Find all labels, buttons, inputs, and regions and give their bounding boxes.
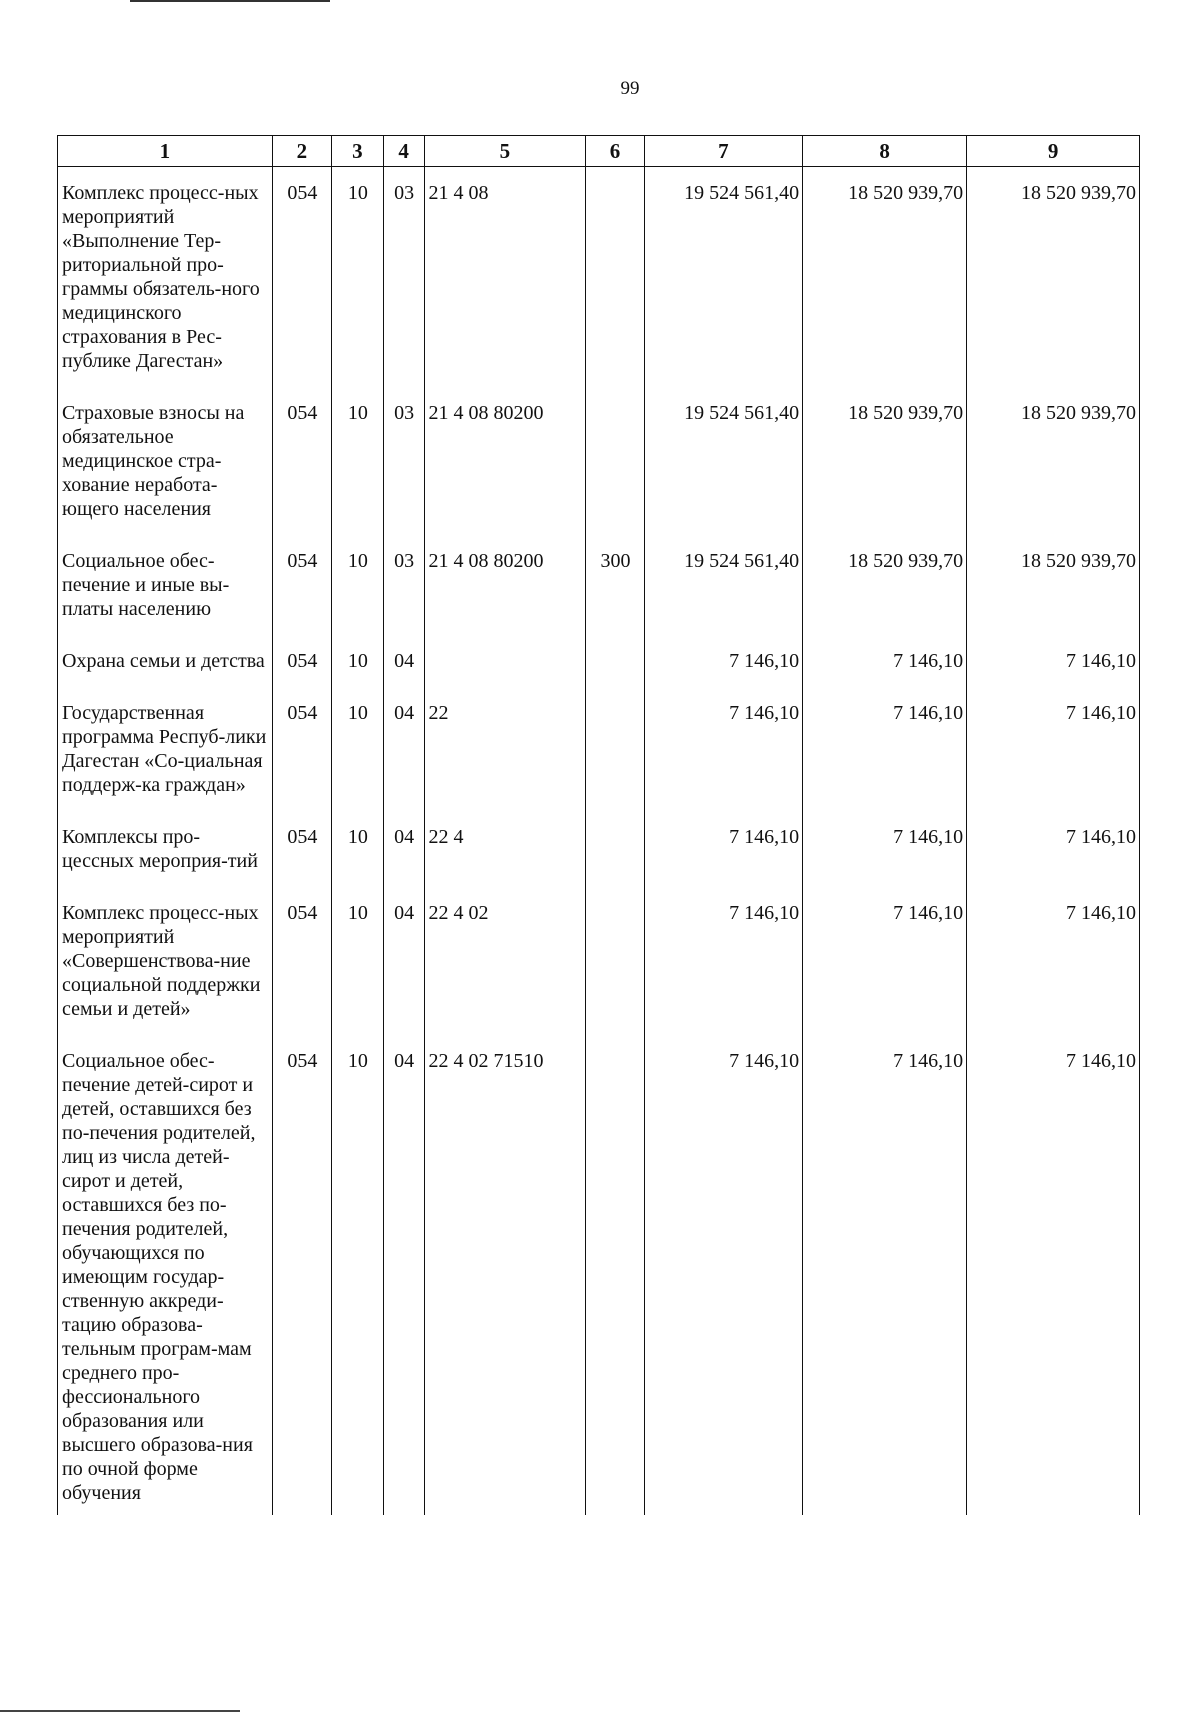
row-name: Социальное обес-печение детей-сирот и детей, оставшихся без по-печения родителей, лиц из числа детей-сирот и детей, оставшихся без по-печения родителей, обучающихся по имеющим государ-ственную аккреди-тацию образова-тельным програм-мам среднего про-фессионального образования или высшего образова-ния по очной форме обучения <box>58 1035 273 1515</box>
row-name: Комплекс процесс-ных мероприятий «Выполнение Тер-риториальной про-граммы обязатель-ного медицинского страхования в Рес-публике Дагестан» <box>58 167 273 388</box>
cell-expense-type <box>586 635 644 687</box>
cell-ministry-code: 054 <box>272 635 331 687</box>
header-cell: 1 <box>58 136 273 167</box>
cell-amount-col7: 7 146,10 <box>644 811 803 887</box>
cell-amount-col8: 7 146,10 <box>803 635 967 687</box>
cell-amount-col7: 7 146,10 <box>644 887 803 1035</box>
cell-subsection: 03 <box>383 167 424 388</box>
cell-ministry-code: 054 <box>272 811 331 887</box>
cell-target-article <box>424 635 586 687</box>
row-name: Комплекс процесс-ных мероприятий «Совершенствова-ние социальной поддержки семьи и детей» <box>58 887 273 1035</box>
cell-amount-col9: 18 520 939,70 <box>967 535 1140 635</box>
cell-amount-col8: 7 146,10 <box>803 1035 967 1515</box>
cell-amount-col8: 7 146,10 <box>803 687 967 811</box>
cell-target-article: 22 4 <box>424 811 586 887</box>
cell-subsection: 04 <box>383 635 424 687</box>
header-cell: 4 <box>383 136 424 167</box>
cell-amount-col8: 18 520 939,70 <box>803 167 967 388</box>
cell-target-article: 22 4 02 71510 <box>424 1035 586 1515</box>
cell-section: 10 <box>332 635 384 687</box>
table-row <box>58 687 1140 811</box>
cell-subsection: 03 <box>383 387 424 535</box>
cell-section: 10 <box>332 687 384 811</box>
cell-amount-col9: 7 146,10 <box>967 635 1140 687</box>
table-row <box>58 635 1140 687</box>
cell-expense-type <box>586 687 644 811</box>
cell-amount-col8: 18 520 939,70 <box>803 387 967 535</box>
table-row <box>58 535 1140 635</box>
cell-amount-col7: 7 146,10 <box>644 687 803 811</box>
cell-expense-type <box>586 167 644 388</box>
row-name: Охрана семьи и детства <box>58 635 273 687</box>
cell-section: 10 <box>332 535 384 635</box>
cell-expense-type: 300 <box>586 535 644 635</box>
cell-amount-col9: 7 146,10 <box>967 687 1140 811</box>
row-name: Комплексы про-цессных мероприя-тий <box>58 811 273 887</box>
cell-amount-col7: 19 524 561,40 <box>644 535 803 635</box>
table-row <box>58 887 1140 1035</box>
cell-section: 10 <box>332 887 384 1035</box>
cell-amount-col7: 7 146,10 <box>644 635 803 687</box>
cell-subsection: 03 <box>383 535 424 635</box>
cell-section: 10 <box>332 387 384 535</box>
cell-section: 10 <box>332 167 384 388</box>
cell-target-article: 22 4 02 <box>424 887 586 1035</box>
cell-amount-col8: 7 146,10 <box>803 887 967 1035</box>
cell-amount-col8: 18 520 939,70 <box>803 535 967 635</box>
cell-target-article: 21 4 08 80200 <box>424 387 586 535</box>
cell-ministry-code: 054 <box>272 887 331 1035</box>
header-cell: 3 <box>332 136 384 167</box>
header-cell: 7 <box>644 136 803 167</box>
budget-table <box>57 135 1140 1515</box>
cell-expense-type <box>586 811 644 887</box>
cell-amount-col7: 19 524 561,40 <box>644 387 803 535</box>
header-cell: 8 <box>803 136 967 167</box>
cell-subsection: 04 <box>383 1035 424 1515</box>
cell-subsection: 04 <box>383 811 424 887</box>
cell-expense-type <box>586 887 644 1035</box>
cell-amount-col8: 7 146,10 <box>803 811 967 887</box>
row-name: Социальное обес-печение и иные вы-платы населению <box>58 535 273 635</box>
cell-amount-col7: 7 146,10 <box>644 1035 803 1515</box>
scan-artifact-top-line <box>130 0 330 2</box>
cell-section: 10 <box>332 1035 384 1515</box>
cell-ministry-code: 054 <box>272 1035 331 1515</box>
page-number: 99 <box>620 78 640 99</box>
header-cell: 9 <box>967 136 1140 167</box>
cell-expense-type <box>586 387 644 535</box>
cell-amount-col9: 18 520 939,70 <box>967 167 1140 388</box>
cell-amount-col7: 19 524 561,40 <box>644 167 803 388</box>
header-cell: 6 <box>586 136 644 167</box>
cell-target-article: 21 4 08 <box>424 167 586 388</box>
header-cell: 2 <box>272 136 331 167</box>
cell-amount-col9: 7 146,10 <box>967 1035 1140 1515</box>
cell-ministry-code: 054 <box>272 687 331 811</box>
cell-ministry-code: 054 <box>272 167 331 388</box>
cell-expense-type <box>586 1035 644 1515</box>
cell-ministry-code: 054 <box>272 387 331 535</box>
cell-subsection: 04 <box>383 887 424 1035</box>
scan-artifact-bottom-line <box>0 1710 240 1712</box>
table-row <box>58 387 1140 535</box>
cell-amount-col9: 7 146,10 <box>967 887 1140 1035</box>
table-row <box>58 811 1140 887</box>
cell-amount-col9: 18 520 939,70 <box>967 387 1140 535</box>
header-cell: 5 <box>424 136 586 167</box>
cell-subsection: 04 <box>383 687 424 811</box>
row-name: Государственная программа Респуб-лики Дагестан «Со-циальная поддерж-ка граждан» <box>58 687 273 811</box>
header-row <box>58 136 1140 167</box>
cell-target-article: 22 <box>424 687 586 811</box>
row-name: Страховые взносы на обязательное медицинское стра-хование неработа-ющего населения <box>58 387 273 535</box>
cell-target-article: 21 4 08 80200 <box>424 535 586 635</box>
table-row <box>58 1035 1140 1515</box>
cell-amount-col9: 7 146,10 <box>967 811 1140 887</box>
table-row <box>58 167 1140 388</box>
cell-section: 10 <box>332 811 384 887</box>
cell-ministry-code: 054 <box>272 535 331 635</box>
